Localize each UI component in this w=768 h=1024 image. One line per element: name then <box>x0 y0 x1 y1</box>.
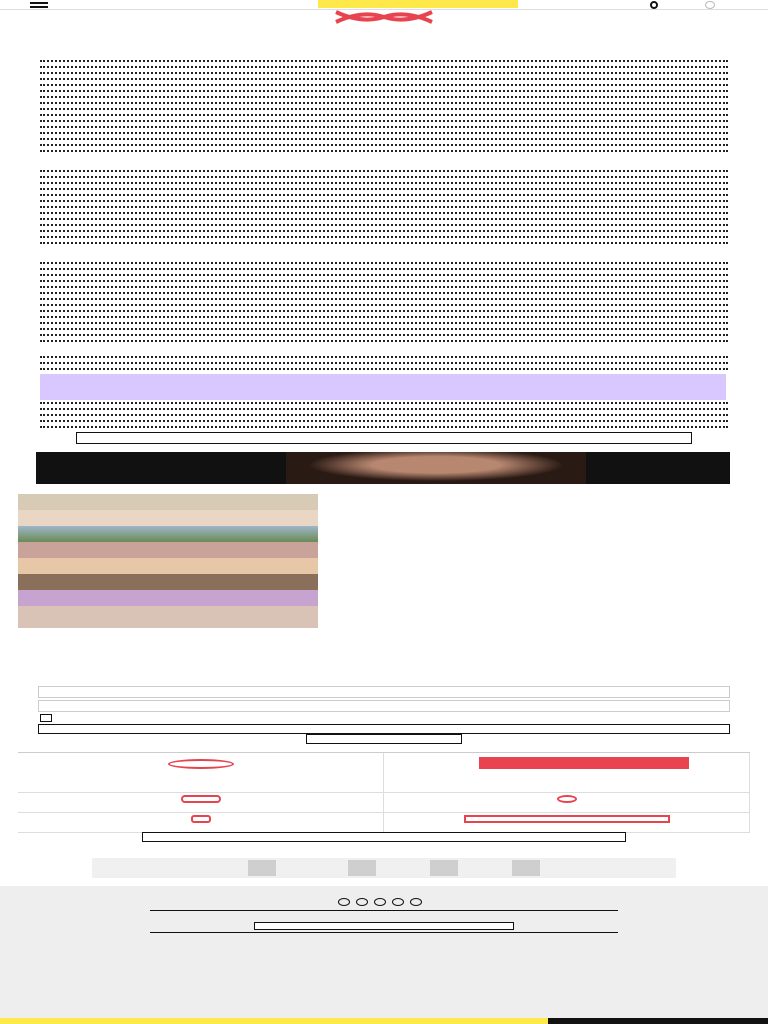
snapchat-icon[interactable] <box>410 898 422 906</box>
search-icon[interactable] <box>650 1 658 9</box>
rings-icon <box>168 759 234 769</box>
all-astro-button[interactable] <box>142 832 626 842</box>
related-thumbnails <box>18 494 318 628</box>
twitter-icon[interactable] <box>356 898 368 906</box>
article-paragraph <box>40 402 728 432</box>
thumbnail-image[interactable] <box>18 574 318 590</box>
numbers-icon <box>464 815 670 823</box>
astro-tool-card[interactable] <box>18 813 384 833</box>
divider <box>150 932 618 933</box>
promo-cta-button[interactable] <box>548 1018 768 1024</box>
astro-tool-card[interactable] <box>18 793 384 813</box>
promo-message <box>80 1018 480 1024</box>
pisces-sign-icon <box>332 10 436 24</box>
article-paragraph <box>40 60 728 156</box>
sign-link[interactable] <box>38 686 730 698</box>
site-logo[interactable] <box>104 0 174 8</box>
divider <box>150 910 618 911</box>
astro-tool-card[interactable] <box>384 753 750 793</box>
hero-caption <box>562 473 682 481</box>
calendar-icon <box>479 757 689 769</box>
newsletter-checkbox[interactable] <box>40 714 52 722</box>
astro-tool-card[interactable] <box>18 753 384 793</box>
sign-link[interactable] <box>38 700 730 712</box>
footer <box>0 886 768 1018</box>
user-icon[interactable] <box>705 1 715 9</box>
follow-button[interactable] <box>76 432 692 444</box>
astro-tool-card[interactable] <box>384 793 750 813</box>
logo-letter-l <box>348 860 376 876</box>
logo-letter-e <box>512 860 540 876</box>
portrait-photo <box>286 452 586 484</box>
logo-letter-e <box>248 860 276 876</box>
left-column-title <box>60 666 290 682</box>
related-list <box>330 494 730 628</box>
thumbnail-image[interactable] <box>18 606 318 628</box>
elle-logo-banner[interactable] <box>92 858 676 878</box>
promo-bar <box>0 1018 768 1024</box>
pyramid-icon <box>191 815 211 823</box>
thumbnail-image[interactable] <box>18 558 318 574</box>
article-paragraph <box>40 262 728 346</box>
thumbnail-image[interactable] <box>18 542 318 558</box>
astro-tool-card[interactable] <box>384 813 750 833</box>
planet-icon <box>557 795 577 803</box>
hamburger-icon[interactable] <box>30 2 48 8</box>
facebook-icon[interactable] <box>338 898 350 906</box>
thumbnail-image[interactable] <box>18 526 318 542</box>
instagram-icon[interactable] <box>374 898 386 906</box>
article-paragraph <box>40 170 728 248</box>
share-label <box>286 444 482 452</box>
thumbnail-image[interactable] <box>18 590 318 606</box>
logo-letter-l <box>430 860 458 876</box>
newsletter-button[interactable] <box>254 922 514 930</box>
top-navigation-bar <box>0 0 768 10</box>
subscribe-button[interactable] <box>318 0 518 8</box>
newsletter-text <box>56 714 656 724</box>
hero-image[interactable] <box>36 452 730 484</box>
thumbnail-image[interactable] <box>18 510 318 526</box>
signs-subtitle <box>60 646 708 664</box>
right-column-title <box>478 666 708 682</box>
astro-tools-grid <box>18 752 750 832</box>
article-paragraph <box>40 356 728 374</box>
pinterest-icon[interactable] <box>392 898 404 906</box>
highlighted-link-block[interactable] <box>40 374 726 400</box>
subscribe-button[interactable] <box>306 734 462 744</box>
thumbnail-image[interactable] <box>18 494 318 510</box>
hands-icon <box>181 795 221 803</box>
email-input[interactable] <box>38 724 730 734</box>
